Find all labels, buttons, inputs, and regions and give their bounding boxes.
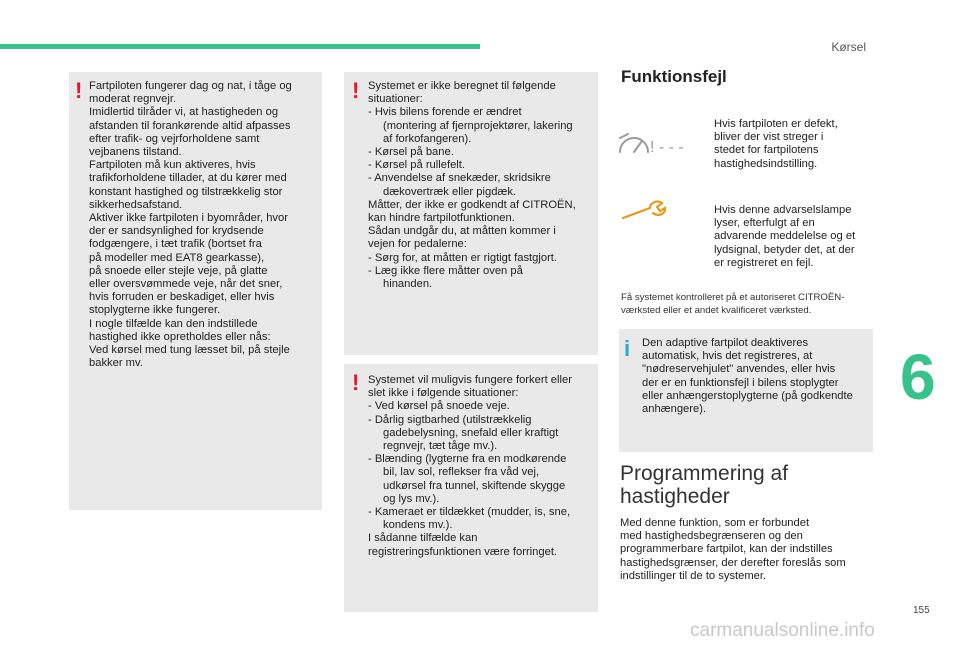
text-line: registreringsfunktionen være forringet. <box>368 545 558 558</box>
text-line: på modeller med EAT8 gearkasse), <box>89 251 265 264</box>
text-line: Få systemet kontrolleret på et autoriseret CITROËN- <box>621 292 845 303</box>
info-icon: i <box>624 336 631 361</box>
text-line: slet ikke i følgende situationer: <box>368 387 519 400</box>
warning-text-1 <box>89 80 292 370</box>
text-line: - Ved kørsel på snoede veje. <box>368 400 510 413</box>
text-line: hastighedsindstilling. <box>714 157 818 170</box>
text-line: Programmering af <box>620 462 789 485</box>
text-line: Fartpiloten fungerer dag og nat, i tåge og <box>89 80 292 92</box>
text-line: med hastighedsbegrænseren og den <box>620 530 803 543</box>
text-line: fodgængere, i tæt trafik (bortset fra <box>89 238 262 251</box>
text-line: stoplygterne ikke fungerer. <box>89 304 221 317</box>
text-line: - Blænding (lygterne fra en modkørende <box>368 453 567 466</box>
text-line: bil, lav sol, reflekser fra våd vej, <box>383 466 540 479</box>
section-label: Kørsel <box>831 40 866 54</box>
text-line: Ved kørsel med tung læsset bil, på stejle <box>89 344 290 357</box>
fault-dashes: ! - - - <box>650 139 684 156</box>
faults-title: Funktionsfejl <box>621 67 727 86</box>
text-line: - Læg ikke flere måtter oven på <box>368 264 523 277</box>
text-line: moderat regnvejr. <box>89 93 177 106</box>
text-line: på snoede eller stejle veje, på glatte <box>89 264 268 277</box>
text-line: kondens mv.). <box>383 519 453 532</box>
text-line: efter trafik- og vejrforholdene samt <box>89 132 260 145</box>
warning-text-3 <box>368 374 572 559</box>
programming-title <box>620 462 788 508</box>
text-line: og lys mv.). <box>383 492 440 505</box>
accent-bar <box>0 44 480 49</box>
text-line: (montering af fjernprojektører, lakering <box>383 119 573 132</box>
text-line: hinanden. <box>383 278 433 291</box>
text-line: kan hindre fartpilotfunktionen. <box>368 212 515 225</box>
text-line: - Kameraet er tildækket (mudder, is, sne, <box>368 506 571 519</box>
text-line: udkørsel fra tunnel, skiftende skygge <box>383 479 566 492</box>
warning-panel-1 <box>69 72 322 510</box>
text-line: Fartpiloten må kun aktiveres, hvis <box>89 159 256 172</box>
text-line: der er en funktionsfejl i bilens stoplygter <box>642 376 839 389</box>
text-line: værksted eller et andet kvalificeret værksted. <box>621 304 812 316</box>
text-line: hastighedsgrænser, der derefter foreslås som <box>620 556 846 569</box>
text-line: - Hvis bilens forende er ændret <box>368 106 522 119</box>
text-line: eller oversvømmede veje, når det sner, <box>89 278 283 291</box>
text-line: anhængere). <box>642 403 707 416</box>
watermark: carmanualsonline.info <box>690 620 875 641</box>
chapter-number: 6 <box>900 341 936 413</box>
text-line: Den adaptive fartpilot deaktiveres <box>642 337 809 349</box>
text-line: gadebelysning, snefald eller kraftigt <box>383 426 559 439</box>
text-line: situationer: <box>368 93 423 106</box>
info-panel <box>619 329 873 452</box>
warning-icon: ! <box>75 78 83 103</box>
warning-panel-2 <box>344 72 598 355</box>
text-line: konstant hastighed og tilstrækkelig stor <box>89 185 283 198</box>
text-line: afstanden til forankørende altid afpasses <box>89 119 291 132</box>
text-line: Systemet vil muligvis fungere forkert eller <box>368 374 572 386</box>
text-line: - Sørg for, at måtten er rigtigt fastgjort. <box>368 251 558 264</box>
text-line: bakker mv. <box>89 357 143 370</box>
text-line: vejbanens tilstand. <box>89 146 182 159</box>
fault-item-1 <box>714 118 838 171</box>
warning-icon: ! <box>352 370 360 395</box>
text-line: vejen for pedalerne: <box>368 238 467 251</box>
text-line: regnvejr, tæt tåge mv.). <box>383 440 498 453</box>
text-line: - Kørsel på bane. <box>368 146 454 159</box>
text-line: indstillinger til de to systemer. <box>620 569 767 582</box>
speed-limiter-fault-icon <box>614 124 704 164</box>
text-line: Imidlertid tilråder vi, at hastigheden og <box>89 106 279 119</box>
text-line: lyser, efterfulgt af en <box>714 217 815 230</box>
text-line: lydsignal, betyder det, at der <box>714 243 855 256</box>
text-line: trafikforholdene tillader, at du kører med <box>89 172 287 185</box>
text-line: hastigheder <box>620 485 730 508</box>
fault-item-2 <box>714 204 855 270</box>
text-line: af forkofangeren). <box>383 132 472 145</box>
info-text <box>642 337 853 416</box>
text-line: hvis forruden er beskadiget, eller hvis <box>89 291 275 304</box>
text-line: dækovertræk eller pigdæk. <box>383 185 517 198</box>
text-line: sikkerhedsafstand. <box>89 198 183 211</box>
text-line: advarende meddelelse og et <box>714 230 856 243</box>
text-line: Med denne funktion, som er forbundet <box>620 517 810 529</box>
text-line: Aktiver ikke fartpiloten i byområder, hvor <box>89 212 288 225</box>
text-line: eller anhængerstoplygterne (på godkendte <box>642 389 853 402</box>
wrench-icon <box>620 198 668 224</box>
text-line: - Dårlig sigtbarhed (utilstrækkelig <box>368 413 532 426</box>
text-line: Hvis fartpiloten er defekt, <box>714 118 838 130</box>
text-line: - Kørsel på rullefelt. <box>368 159 465 172</box>
text-line: er registreret en fejl. <box>714 256 814 269</box>
text-line: - Anvendelse af snekæder, skridsikre <box>368 172 551 185</box>
text-line: Hvis denne advarselslampe <box>714 204 852 216</box>
warning-panel-3 <box>344 364 598 612</box>
text-line: bliver der vist streger i <box>714 131 824 144</box>
fault-note <box>621 292 844 317</box>
text-line: hastighed ikke opretholdes eller nås: <box>89 330 271 343</box>
warning-text-2 <box>368 80 576 291</box>
text-line: programmerbare fartpilot, kan der indstilles <box>620 543 833 556</box>
text-line: der er sandsynlighed for krydsende <box>89 225 264 238</box>
programming-text <box>620 517 846 583</box>
text-line: Sådan undgår du, at måtten kommer i <box>368 225 556 238</box>
text-line: automatisk, hvis det registreres, at <box>642 350 813 363</box>
text-line: I nogle tilfælde kan den indstillede <box>89 317 258 330</box>
text-line: Måtter, der ikke er godkendt af CITROËN, <box>368 198 576 211</box>
warning-icon: ! <box>352 78 360 103</box>
text-line: I sådanne tilfælde kan <box>368 532 478 545</box>
page-number: 155 <box>913 605 930 616</box>
text-line: "nødreservehjulet" anvendes, eller hvis <box>642 363 836 376</box>
text-line: stedet for fartpilotens <box>714 144 819 157</box>
text-line: Systemet er ikke beregnet til følgende <box>368 80 556 92</box>
